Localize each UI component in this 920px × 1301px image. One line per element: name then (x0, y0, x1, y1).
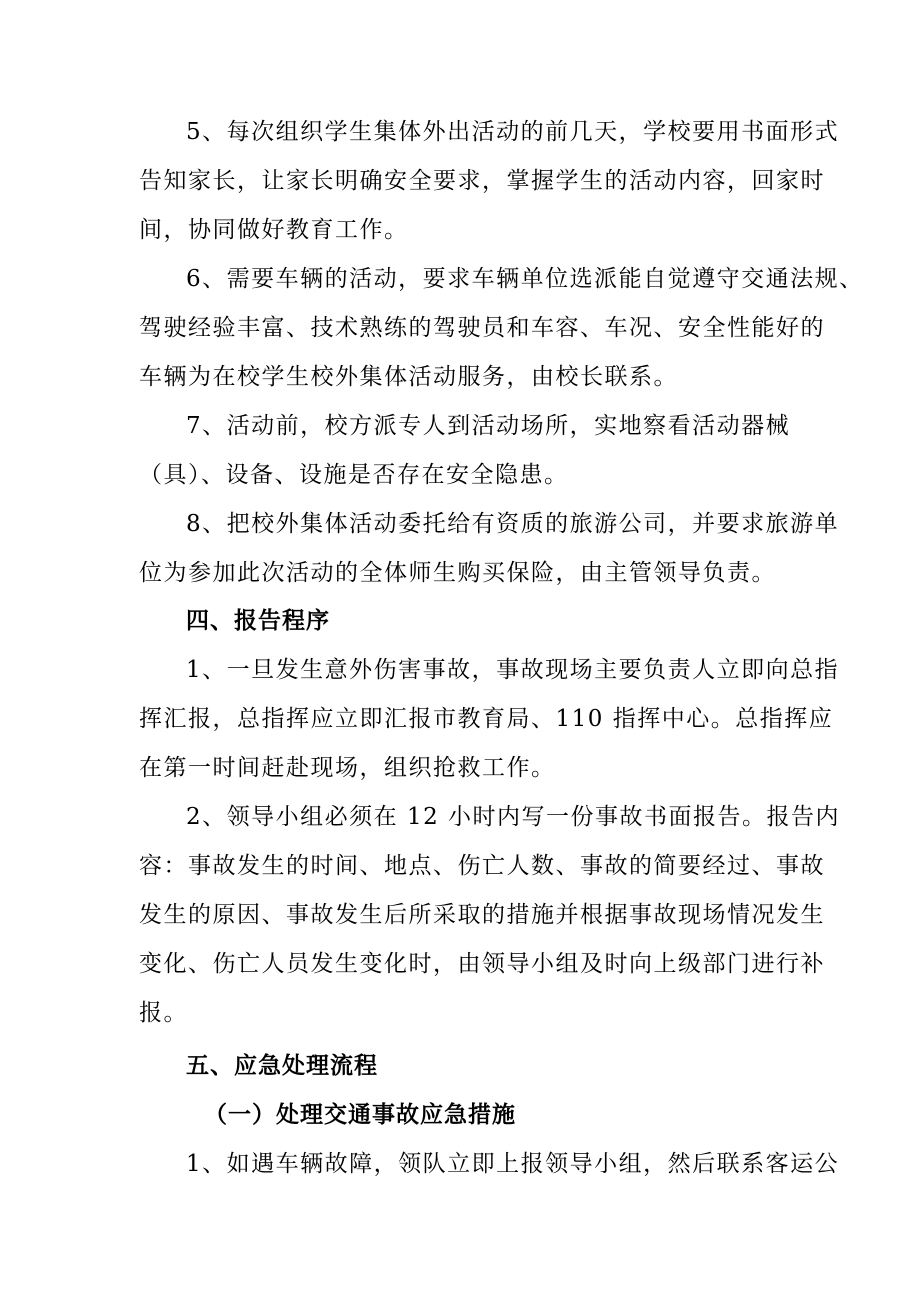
report-item-2-line-2: 容：事故发生的时间、地点、伤亡人数、事故的简要经过、事故 (139, 853, 825, 879)
report-item-1-line-3: 在第一时间赶赴现场，组织抢救工作。 (139, 755, 556, 781)
report-item-2-line-5: 报。 (139, 1000, 188, 1026)
section-5-heading: 五、应急处理流程 (186, 1052, 378, 1079)
report-item-2-line-1: 2、领导小组必须在 12 小时内写一份事故书面报告。报告内 (186, 804, 841, 830)
report-item-2-line-3: 发生的原因、事故发生后所采取的措施并根据事故现场情况发生 (139, 902, 825, 928)
report-item-1-line-1: 1、一旦发生意外伤害事故，事故现场主要负责人立即向总指 (186, 657, 840, 683)
paragraph-6-line-1: 6、需要车辆的活动，要求车辆单位选派能自觉遵守交通法规、 (186, 266, 864, 292)
paragraph-8-line-2: 位为参加此次活动的全体师生购买保险，由主管领导负责。 (139, 560, 776, 586)
paragraph-8-line-1: 8、把校外集体活动委托给有资质的旅游公司，并要求旅游单 (186, 511, 840, 537)
paragraph-6-line-2: 驾驶经验丰富、技术熟练的驾驶员和车容、车况、安全性能好的 (139, 315, 825, 341)
paragraph-5-line-3: 间，协同做好教育工作。 (139, 217, 409, 243)
paragraph-7-line-2: （具）、设备、设施是否存在安全隐患。 (139, 462, 569, 488)
traffic-item-1-line-1: 1、如遇车辆故障，领队立即上报领导小组，然后联系客运公 (186, 1151, 840, 1177)
paragraph-7-line-1: 7、活动前，校方派专人到活动场所，实地察看活动器械 (186, 413, 791, 439)
paragraph-6-line-3: 车辆为在校学生校外集体活动服务，由校长联系。 (139, 364, 678, 390)
paragraph-5-line-2: 告知家长，让家长明确安全要求，掌握学生的活动内容，回家时 (139, 168, 825, 194)
subsection-1-heading: （一）处理交通事故应急措施 (204, 1101, 516, 1128)
section-4-heading: 四、报告程序 (186, 607, 330, 634)
paragraph-5-line-1: 5、每次组织学生集体外出活动的前几天，学校要用书面形式 (186, 119, 840, 145)
report-item-1-line-2: 挥汇报，总指挥应立即汇报市教育局、110 指挥中心。总指挥应 (139, 706, 834, 732)
report-item-2-line-4: 变化、伤亡人员发生变化时，由领导小组及时向上级部门进行补 (139, 951, 825, 977)
